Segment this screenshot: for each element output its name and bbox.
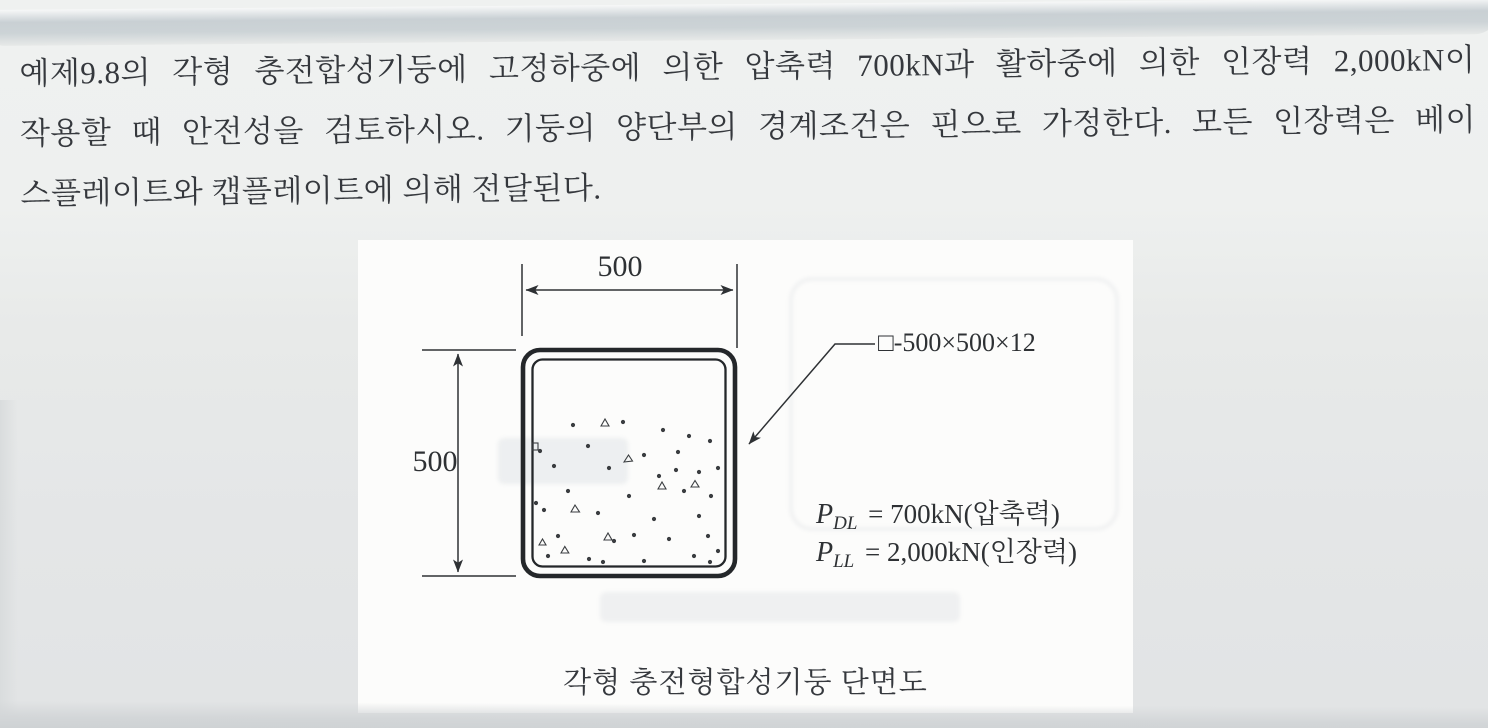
- load-value: = 700kN(압축력): [868, 499, 1060, 529]
- concrete-fill-speckles: [532, 419, 720, 564]
- load-subscript: DL: [833, 513, 858, 534]
- leader-arrow: [749, 344, 875, 444]
- steel-tube-outline: [523, 350, 735, 576]
- height-dimension-label: 500: [412, 445, 458, 478]
- figure-panel: [358, 240, 1133, 713]
- scan-shadow-bottom: [0, 701, 1488, 728]
- figure-caption: 각형 충전형합성기둥 단면도: [563, 667, 928, 699]
- problem-statement: [19, 30, 1477, 224]
- dead-load-line: [816, 500, 1077, 538]
- load-symbol: P: [816, 537, 834, 568]
- load-value: = 2,000kN(인장력): [865, 537, 1077, 567]
- load-symbol: P: [816, 499, 834, 530]
- scan-shadow-left: [0, 400, 18, 728]
- width-dimension-label: 500: [597, 250, 643, 283]
- problem-text-line-2: 작용할 때 안전성을 검토하시오. 기둥의 양단부의 경계조건은 핀으로 가정한다. 모든 인장력은 베이: [19, 102, 1477, 151]
- load-subscript: LL: [833, 551, 855, 572]
- tube-section-label: □-500×500×12: [878, 328, 1036, 357]
- problem-text-line-1: 예제9.8의 각형 충전합성기둥에 고정하중에 의한 압축력 700kN과 활하중에 의한 인장력 2,000kN이: [19, 42, 1476, 92]
- load-annotations: [816, 500, 1077, 576]
- problem-text-line-3: 스플레이트와 캡플레이트에 의해 전달된다.: [20, 170, 602, 211]
- live-load-line: [816, 538, 1077, 576]
